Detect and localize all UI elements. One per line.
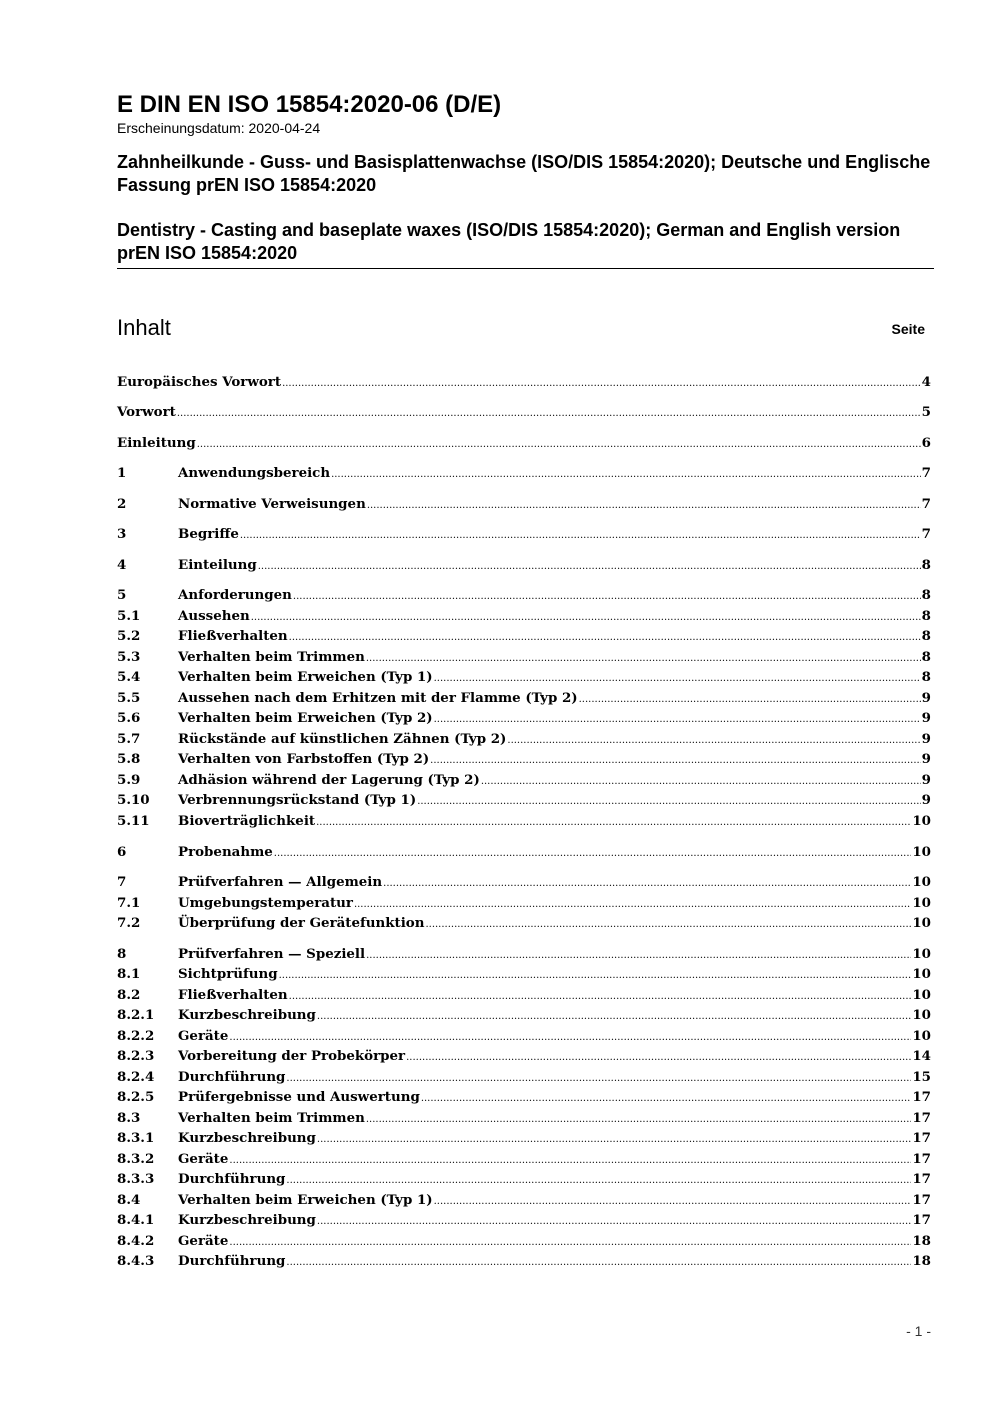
toc-entry-page: 9 [921, 710, 931, 726]
toc-entry[interactable] [117, 402, 931, 422]
toc-entry-page: 10 [912, 874, 931, 890]
toc-entry[interactable] [117, 1251, 931, 1271]
toc-entry[interactable] [117, 524, 931, 544]
toc-entry-number: 4 [117, 557, 127, 573]
toc-entry-title: Verbrennungsrückstand (Typ 1) [178, 792, 417, 808]
toc-entry[interactable] [117, 372, 931, 392]
toc-entry-page: 7 [921, 496, 931, 512]
toc-entry-page: 9 [921, 772, 931, 788]
toc-entry-title: Fließverhalten [178, 987, 288, 1003]
toc-entry-page: 8 [921, 608, 931, 624]
toc-entry[interactable] [117, 1210, 931, 1230]
toc-entry-title: Geräte [178, 1151, 229, 1167]
toc-entry-page: 10 [912, 915, 931, 931]
toc-entry[interactable] [117, 626, 931, 646]
toc-entry-number: 8.3.3 [117, 1171, 155, 1187]
toc-entry-page: 9 [921, 751, 931, 767]
toc-entry-title: Prüfergebnisse und Auswertung [178, 1089, 420, 1105]
toc-entry[interactable] [117, 1169, 931, 1189]
toc-entry-title: Rückstände auf künstlichen Zähnen (Typ 2) [178, 731, 507, 747]
toc-entry[interactable] [117, 463, 931, 483]
toc-entry-title: Europäisches Vorwort [117, 374, 282, 390]
toc-dot-leader [366, 1110, 912, 1130]
toc-entry[interactable] [117, 944, 931, 964]
toc-entry-number: 5.1 [117, 608, 141, 624]
toc-entry-page: 17 [912, 1151, 931, 1167]
title-german: Zahnheilkunde - Guss- und Basisplattenwachse (ISO/DIS 15854:2020); Deutsche und Englische Fassung prEN ISO 15854:2020 [117, 152, 931, 195]
toc-entry-page: 17 [912, 1089, 931, 1105]
toc-entry-title: Fließverhalten [178, 628, 288, 644]
toc-entry-title: Probenahme [178, 844, 273, 860]
toc-entry-number: 5.3 [117, 649, 141, 665]
toc-dot-leader [366, 946, 911, 966]
toc-entry[interactable] [117, 1026, 931, 1046]
toc-entry-title: Anwendungsbereich [178, 465, 331, 481]
toc-dot-leader [507, 731, 920, 751]
toc-entry[interactable] [117, 913, 931, 933]
toc-entry[interactable] [117, 872, 931, 892]
toc-entry-title: Normative Verweisungen [178, 496, 366, 512]
toc-dot-leader [366, 649, 921, 669]
toc-entry[interactable] [117, 1108, 931, 1128]
toc-dot-leader [317, 1130, 911, 1150]
toc-entry-title: Verhalten beim Trimmen [178, 649, 365, 665]
toc-dot-leader [317, 1007, 911, 1027]
toc-page-column-label: Seite [891, 321, 925, 337]
toc-entry-page: 9 [921, 690, 931, 706]
toc-entry-page: 5 [921, 404, 931, 420]
toc-entry-page: 8 [921, 628, 931, 644]
toc-entry-number: 8.4.2 [117, 1233, 155, 1249]
toc-entry-number: 1 [117, 465, 127, 481]
toc-dot-leader [434, 669, 921, 689]
toc-entry-number: 8.4.1 [117, 1212, 155, 1228]
toc-dot-leader [286, 1069, 911, 1089]
toc-entry[interactable] [117, 688, 931, 708]
toc-entry-title: Vorbereitung der Probekörper [178, 1048, 406, 1064]
toc-entry[interactable] [117, 647, 931, 667]
toc-dot-leader [289, 987, 912, 1007]
toc-entry-title: Kurzbeschreibung [178, 1130, 316, 1146]
toc-entry[interactable] [117, 667, 931, 687]
toc-entry-number: 2 [117, 496, 127, 512]
toc-entry-page: 7 [921, 465, 931, 481]
toc-entry-page: 8 [921, 587, 931, 603]
toc-entry[interactable] [117, 606, 931, 626]
toc-entry-number: 7.1 [117, 895, 141, 911]
toc-dot-leader [354, 895, 911, 915]
toc-entry-title: Sichtprüfung [178, 966, 278, 982]
toc-dot-leader [579, 690, 921, 710]
toc-entry[interactable] [117, 729, 931, 749]
toc-entry-title: Einleitung [117, 435, 196, 451]
toc-dot-leader [177, 404, 921, 424]
toc-entry[interactable] [117, 790, 931, 810]
toc-dot-leader [286, 1253, 911, 1273]
toc-entry-title: Umgebungstemperatur [178, 895, 353, 911]
page-number: - 1 - [906, 1323, 931, 1339]
toc-entry[interactable] [117, 842, 931, 862]
toc-entry-number: 8 [117, 946, 127, 962]
title-english: Dentistry - Casting and baseplate waxes (ISO/DIS 15854:2020); German and English version prEN ISO 15854:2020 [117, 220, 901, 263]
toc-entry-page: 14 [912, 1048, 931, 1064]
toc-entry[interactable] [117, 1190, 931, 1210]
toc-entry-title: Adhäsion während der Lagerung (Typ 2) [178, 772, 480, 788]
toc-entry-title: Begriffe [178, 526, 239, 542]
toc-dot-leader [258, 557, 921, 577]
toc-entry-number: 8.2.4 [117, 1069, 155, 1085]
toc-entry-page: 17 [912, 1130, 931, 1146]
toc-dot-leader [286, 1171, 911, 1191]
toc-entry-title: Kurzbeschreibung [178, 1007, 316, 1023]
toc-entry-title: Aussehen [178, 608, 250, 624]
toc-entry-number: 8.3.2 [117, 1151, 155, 1167]
toc-entry-number: 5.7 [117, 731, 141, 747]
toc-entry[interactable] [117, 770, 931, 790]
toc-entry-title: Verhalten beim Erweichen (Typ 1) [178, 1192, 433, 1208]
toc-entry-number: 8.3 [117, 1110, 141, 1126]
toc-dot-leader [481, 772, 921, 792]
toc-entry-number: 5.2 [117, 628, 141, 644]
toc-entry-title: Verhalten beim Erweichen (Typ 2) [178, 710, 433, 726]
toc-entry[interactable] [117, 1231, 931, 1251]
toc-dot-leader [430, 751, 921, 771]
toc-entry-page: 17 [912, 1110, 931, 1126]
toc-entry[interactable] [117, 893, 931, 913]
toc-dot-leader [406, 1048, 911, 1068]
toc-entry-title: Bioverträglichkeit [178, 813, 316, 829]
toc-dot-leader [282, 374, 921, 394]
toc-dot-leader [229, 1028, 911, 1048]
toc-entry-page: 18 [912, 1253, 931, 1269]
toc-dot-leader [197, 435, 921, 455]
toc-dot-leader [274, 844, 912, 864]
publication-date: Erscheinungsdatum: 2020-04-24 [117, 120, 321, 136]
toc-entry-number: 5.8 [117, 751, 141, 767]
toc-entry-number: 5.9 [117, 772, 141, 788]
toc-entry-page: 8 [921, 649, 931, 665]
toc-entry-number: 7.2 [117, 915, 141, 931]
toc-entry-title: Überprüfung der Gerätefunktion [178, 915, 425, 931]
toc-entry[interactable] [117, 1149, 931, 1169]
toc-dot-leader [251, 608, 921, 628]
toc-entry-number: 8.3.1 [117, 1130, 155, 1146]
toc-entry-title: Einteilung [178, 557, 257, 573]
toc-entry-page: 10 [912, 813, 931, 829]
toc-dot-leader [417, 792, 920, 812]
toc-entry[interactable] [117, 1046, 931, 1066]
toc-entry[interactable] [117, 964, 931, 984]
toc-dot-leader [240, 526, 921, 546]
toc-entry-title: Prüfverfahren — Speziell [178, 946, 366, 962]
toc-entry-page: 18 [912, 1233, 931, 1249]
toc-entry[interactable] [117, 708, 931, 728]
toc-entry-title: Verhalten beim Erweichen (Typ 1) [178, 669, 433, 685]
toc-entry-page: 10 [912, 946, 931, 962]
toc-entry[interactable] [117, 585, 931, 605]
toc-dot-leader [317, 1212, 911, 1232]
toc-entry-number: 5.5 [117, 690, 141, 706]
toc-entry-page: 8 [921, 669, 931, 685]
toc-entry-page: 17 [912, 1192, 931, 1208]
toc-entry-page: 10 [912, 844, 931, 860]
toc-entry-number: 8.1 [117, 966, 141, 982]
toc-dot-leader [425, 915, 911, 935]
toc-entry-page: 17 [912, 1171, 931, 1187]
toc-entry[interactable] [117, 1087, 931, 1107]
toc-entry-number: 8.4 [117, 1192, 141, 1208]
toc-dot-leader [229, 1151, 911, 1171]
toc-entry-page: 15 [912, 1069, 931, 1085]
toc-dot-leader [434, 710, 921, 730]
toc-entry[interactable] [117, 555, 931, 575]
toc-entry-title: Geräte [178, 1233, 229, 1249]
toc-dot-leader [289, 628, 921, 648]
toc-entry[interactable] [117, 749, 931, 769]
toc-dot-leader [279, 966, 912, 986]
toc-heading [117, 313, 925, 343]
toc-entry-page: 6 [921, 435, 931, 451]
toc-entry-number: 5.6 [117, 710, 141, 726]
toc-entry-page: 7 [921, 526, 931, 542]
toc-entry-number: 5 [117, 587, 127, 603]
toc-entry-title: Kurzbeschreibung [178, 1212, 316, 1228]
toc-entry-title: Aussehen nach dem Erhitzen mit der Flamme (Typ 2) [178, 690, 578, 706]
toc-entry[interactable] [117, 433, 931, 453]
toc-entry-page: 8 [921, 557, 931, 573]
toc-entry-page: 10 [912, 966, 931, 982]
toc-entry-title: Verhalten von Farbstoffen (Typ 2) [178, 751, 430, 767]
toc-entry[interactable] [117, 1067, 931, 1087]
toc-entry-title: Anforderungen [178, 587, 292, 603]
toc-dot-leader [316, 813, 911, 833]
toc-entry-number: 8.2.3 [117, 1048, 155, 1064]
toc-entry-title: Durchführung [178, 1069, 286, 1085]
toc-entry-number: 8.2.5 [117, 1089, 155, 1105]
toc-entry-page: 4 [921, 374, 931, 390]
document-header [117, 90, 934, 269]
toc-entry-title: Vorwort [117, 404, 176, 420]
header-divider [117, 268, 934, 269]
toc-dot-leader [367, 496, 921, 516]
toc-entry-title: Durchführung [178, 1253, 286, 1269]
toc-dot-leader [421, 1089, 912, 1109]
toc-entry-number: 5.10 [117, 792, 150, 808]
toc-entry-number: 5.11 [117, 813, 150, 829]
toc-entry[interactable] [117, 1128, 931, 1148]
toc-entry-number: 8.2 [117, 987, 141, 1003]
toc-entry-page: 17 [912, 1212, 931, 1228]
toc-entry[interactable] [117, 1005, 931, 1025]
toc-entry[interactable] [117, 811, 931, 831]
toc-entry-page: 10 [912, 1028, 931, 1044]
toc-entry-number: 7 [117, 874, 127, 890]
toc-entry-title: Verhalten beim Trimmen [178, 1110, 365, 1126]
toc-entry-page: 10 [912, 1007, 931, 1023]
toc-entry-number: 6 [117, 844, 127, 860]
toc-entry-number: 8.4.3 [117, 1253, 155, 1269]
toc-entry-number: 8.2.2 [117, 1028, 155, 1044]
toc-entry[interactable] [117, 985, 931, 1005]
toc-dot-leader [229, 1233, 911, 1253]
toc-entry-page: 9 [921, 792, 931, 808]
toc-entry[interactable] [117, 494, 931, 514]
toc-entry-title: Geräte [178, 1028, 229, 1044]
toc-entry-page: 10 [912, 895, 931, 911]
toc-entry-title: Prüfverfahren — Allgemein [178, 874, 383, 890]
toc-title: Inhalt [117, 315, 171, 340]
toc-entry-title: Durchführung [178, 1171, 286, 1187]
toc-dot-leader [293, 587, 921, 607]
toc-entry-number: 3 [117, 526, 127, 542]
toc-entry-number: 5.4 [117, 669, 141, 685]
toc-dot-leader [434, 1192, 912, 1212]
toc-dot-leader [383, 874, 911, 894]
toc-dot-leader [331, 465, 921, 485]
toc-entry-page: 10 [912, 987, 931, 1003]
document-id: E DIN EN ISO 15854:2020-06 (D/E) [117, 91, 502, 118]
toc-entry-page: 9 [921, 731, 931, 747]
toc-entry-number: 8.2.1 [117, 1007, 155, 1023]
